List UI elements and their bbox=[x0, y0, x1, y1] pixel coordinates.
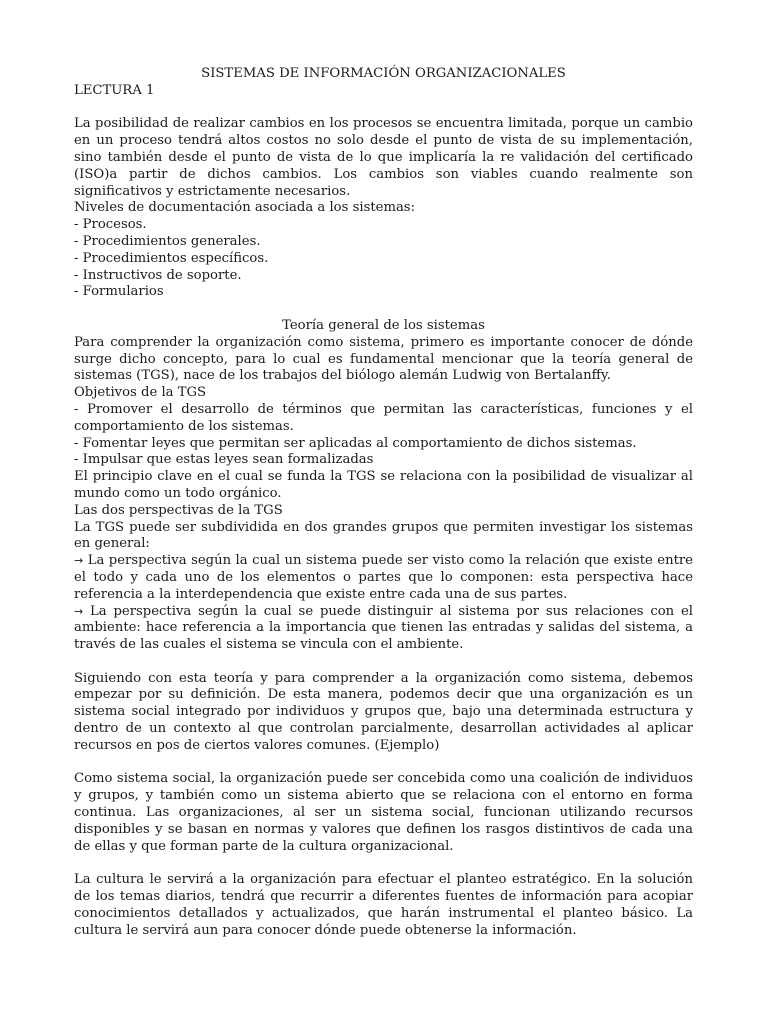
objetivo-item-1: - Promover el desarrollo de términos que permitan las características, funciones y el comportamiento de los sistemas. bbox=[74, 401, 693, 434]
niveles-item-procesos: - Procesos. bbox=[74, 217, 147, 233]
spacer bbox=[74, 654, 693, 671]
niveles-item-procedimientos-generales: - Procedimientos generales. bbox=[74, 233, 261, 249]
perspectiva-2-text: La perspectiva según la cual se puede distinguir al sistema por sus relaciones con el ambiente: hace referencia a la importancia que tienen las entradas y salidas del sistema, a través de las cuales el sistema se vincula con el ambiente. bbox=[74, 603, 693, 653]
arrow-right-icon: → bbox=[74, 554, 84, 568]
arrow-right-icon: → bbox=[74, 604, 84, 618]
document-title: SISTEMAS DE INFORMACIÓN ORGANIZACIONALES bbox=[201, 66, 566, 81]
niveles-item-formularios: - Formularios bbox=[74, 284, 164, 300]
spacer bbox=[74, 755, 693, 772]
document-page bbox=[74, 66, 693, 939]
section-title-tgs: Teoría general de los sistemas bbox=[282, 317, 485, 333]
sistema-social-paragraph: Como sistema social, la organización puede ser concebida como una coalición de individuos y grupos, y también como un sistema abierto que se relaciona con el entorno en forma continua. Las organizaciones, al ser un sistema social, funcionan utilizando recursos disponibles y se basan en normas y valores que definen los rasgos distintivos de cada una de ellas y que forman parte de la cultura organizacional. bbox=[74, 771, 693, 854]
tgs-paragraph: Para comprender la organización como sistema, primero es importante conocer de dónde surge dicho concepto, para lo cual es fundamental mencionar que la teoría general de sistemas (TGS), nace de los trabajos del biólogo alemán Ludwig von Bertalanffy. bbox=[74, 334, 693, 384]
spacer bbox=[74, 855, 693, 872]
spacer bbox=[74, 301, 693, 318]
lectura-label: LECTURA 1 bbox=[74, 82, 155, 98]
perspectiva-item-2 bbox=[74, 604, 693, 654]
spacer bbox=[74, 100, 693, 117]
perspectiva-1-text: La perspectiva según la cual un sistema puede ser visto como la relación que existe entre el todo y cada uno de los elementos o partes que lo componen: esta perspectiva hace referencia a la interdependencia que existe entre cada una de sus partes. bbox=[74, 553, 693, 602]
principio-paragraph: El principio clave en el cual se funda la TGS se relaciona con la posibilidad de visualizar al mundo como un todo orgánico. bbox=[74, 469, 693, 501]
objetivos-heading: Objetivos de la TGS bbox=[74, 385, 207, 401]
niveles-heading: Niveles de documentación asociada a los sistemas: bbox=[74, 200, 416, 216]
intro-paragraph: La posibilidad de realizar cambios en los procesos se encuentra limitada, porque un cambio en un proceso tendrá altos costos no solo desde el punto de vista de su implementación, sino también desde el punto de vista de lo que implicaría la re validación del certificado (ISO)a partir de dichos cambios. Los cambios son viables cuando realmente son significativos y estrictamente necesarios. bbox=[74, 116, 693, 199]
objetivo-item-3: - Impulsar que estas leyes sean formalizadas bbox=[74, 452, 374, 468]
siguiendo-paragraph: Siguiendo con esta teoría y para comprender a la organización como sistema, debemos empezar por su definición. De esta manera, podemos decir que una organización es un sistema social integrado por individuos y grupos que, bajo una determinada estructura y dentro de un contexto al que controlan parcialmente, desarrollan actividades al aplicar recursos en pos de ciertos valores comunes. (Ejemplo) bbox=[74, 670, 693, 753]
perspectivas-intro: La TGS puede ser subdividida en dos grandes grupos que permiten investigar los sistemas en general: bbox=[74, 519, 693, 552]
perspectiva-item-1 bbox=[74, 553, 693, 603]
niveles-item-instructivos: - Instructivos de soporte. bbox=[74, 267, 242, 283]
cultura-paragraph: La cultura le servirá a la organización para efectuar el planteo estratégico. En la solución de los temas diarios, tendrá que recurrir a diferentes fuentes de información para acopiar conocimientos detallados y actualizados, que harán instrumental el planteo básico. La cultura le servirá aun para conocer dónde puede obtenerse la información. bbox=[74, 872, 693, 938]
niveles-item-procedimientos-especificos: - Procedimientos específicos. bbox=[74, 250, 269, 266]
objetivo-item-2: - Fomentar leyes que permitan ser aplicadas al comportamiento de dichos sistemas. bbox=[74, 435, 637, 451]
perspectivas-heading: Las dos perspectivas de la TGS bbox=[74, 502, 283, 518]
